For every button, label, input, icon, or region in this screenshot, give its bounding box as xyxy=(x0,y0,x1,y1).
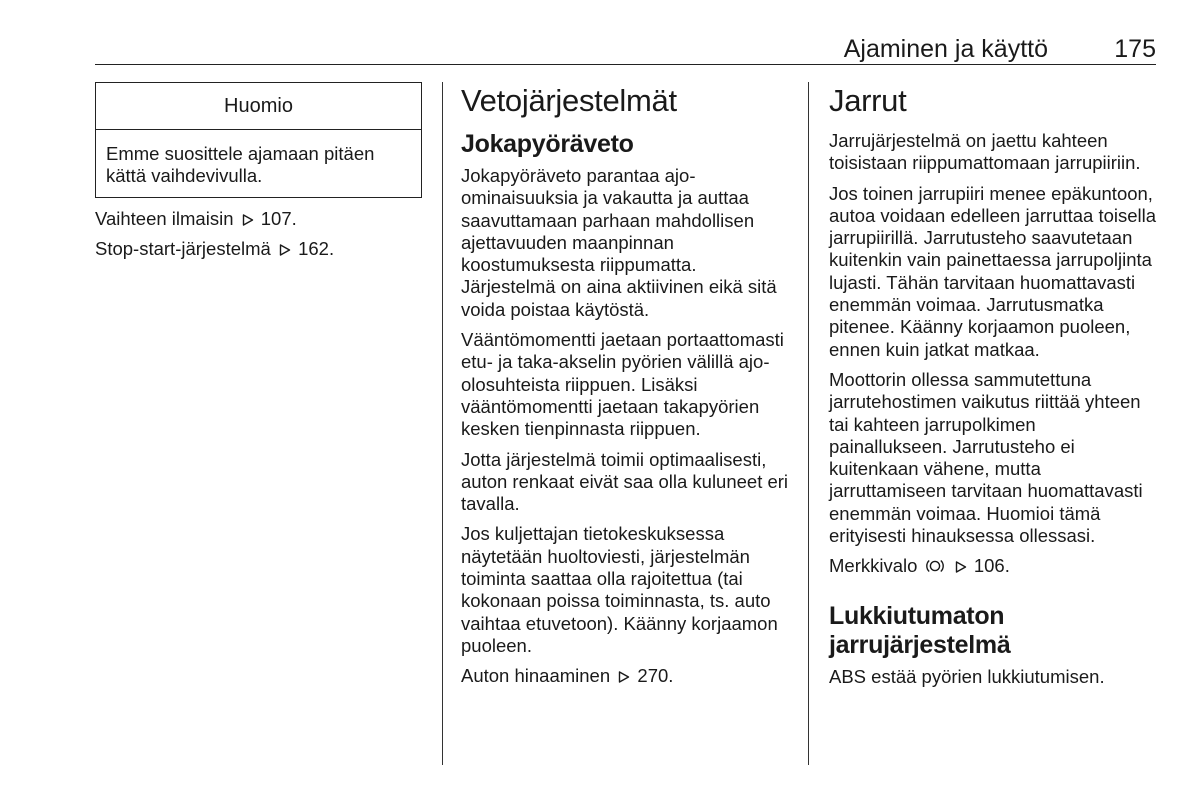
page-header xyxy=(95,34,1156,65)
paragraph: Jarrujärjestelmä on jaettu kahteen toisistaan riippumattomaan jarrupiiriin. xyxy=(829,130,1141,174)
page-reference-arrow-icon xyxy=(279,244,291,256)
page-reference-arrow-icon xyxy=(242,214,254,226)
page-reference-arrow-icon xyxy=(955,561,967,573)
paragraph: Jotta järjestelmä toimii optimaalisesti, auton renkaat eivät saa olla kuluneet eri tavalla. xyxy=(461,448,789,515)
reference-text: Vaihteen ilmaisin xyxy=(95,208,234,229)
cross-reference xyxy=(95,238,422,260)
reference-page: 162. xyxy=(298,238,335,260)
paragraph: Vääntömomentti jaetaan portaattomasti etu- ja taka-akselin pyörien välillä ajo-olosuhteista riippuen. Lisäksi vääntömomentti jaetaan takapyörien kesken tienpinnasta riippuen. xyxy=(461,329,784,440)
notice-title: Huomio xyxy=(96,83,421,130)
column-right xyxy=(829,82,1159,696)
column-left xyxy=(95,82,422,269)
column-divider-left xyxy=(442,82,443,765)
paragraph: Jokapyöräveto parantaa ajo-ominaisuuksia ja vakautta ja auttaa saavuttamaan parhaan mahdollisen ajettavuuden maanpinnan koostumuksesta riippumatta. Järjestelmä on aina aktiivinen eikä sitä voida poistaa käytöstä. xyxy=(461,165,777,320)
subsection-heading: Lukkiutumaton jarrujärjestelmä xyxy=(829,601,1011,659)
column-middle xyxy=(461,82,791,696)
brake-warning-lamp-icon xyxy=(924,558,946,574)
reference-text: Auton hinaaminen xyxy=(461,665,611,687)
paragraph: ABS estää pyörien lukkiutumisen. xyxy=(829,665,1105,687)
cross-reference xyxy=(461,665,791,687)
reference-page: 107. xyxy=(260,208,297,229)
paragraph: Moottorin ollessa sammutettuna jarrutehostimen vaikutus riittää yhteen tai kahteen jarrupolkimen painallukseen. Jarrutusteho ei kuitenkaan vähene, mutta jarruttamiseen tarvitaan huomattavasti enemmän voimaa. Huomioi tämä erityisesti hinauksessa ollessasi. xyxy=(829,368,1143,547)
page-reference-arrow-icon xyxy=(618,671,630,683)
reference-text: Merkkivalo xyxy=(829,555,918,577)
paragraph: Jos toinen jarrupiiri menee epäkuntoon, autoa voidaan edelleen jarruttaa toisella jarrupiirillä. Jarrutusteho saavutetaan kuitenkin vain painettaessa jarrupoljinta lujasti. Tähän tarvitaan huomattavasti enemmän voimaa. Jarrutusmatka pitenee. Käänny korjaamon puoleen, ennen kuin jatkat matkaa. xyxy=(829,182,1157,360)
page-number: 175 xyxy=(1114,35,1156,63)
reference-text: Stop-start-järjestelmä xyxy=(95,238,271,260)
reference-page: 270. xyxy=(637,665,674,687)
header-title: Ajaminen ja käyttö xyxy=(843,35,1048,63)
section-heading: Jarrut xyxy=(829,83,907,118)
notice-box xyxy=(95,82,422,198)
cross-reference xyxy=(829,555,1159,577)
reference-page: 106. xyxy=(973,555,1010,577)
paragraph: Jos kuljettajan tietokeskuksessa näytetään huoltoviesti, järjestelmän toiminta saattaa olla rajoitettua (tai kokonaan poissa toiminnasta, ts. auto vaihtaa etuvetoon). Käänny korjaamon puoleen. xyxy=(461,523,778,656)
section-heading: Vetojärjestelmät xyxy=(461,83,677,118)
subsection-heading: Jokapyöräveto xyxy=(461,130,634,158)
cross-reference xyxy=(95,208,422,230)
notice-body: Emme suosittele ajamaan pitäen kättä vaihdevivulla. xyxy=(106,143,375,186)
column-divider-right xyxy=(808,82,809,765)
